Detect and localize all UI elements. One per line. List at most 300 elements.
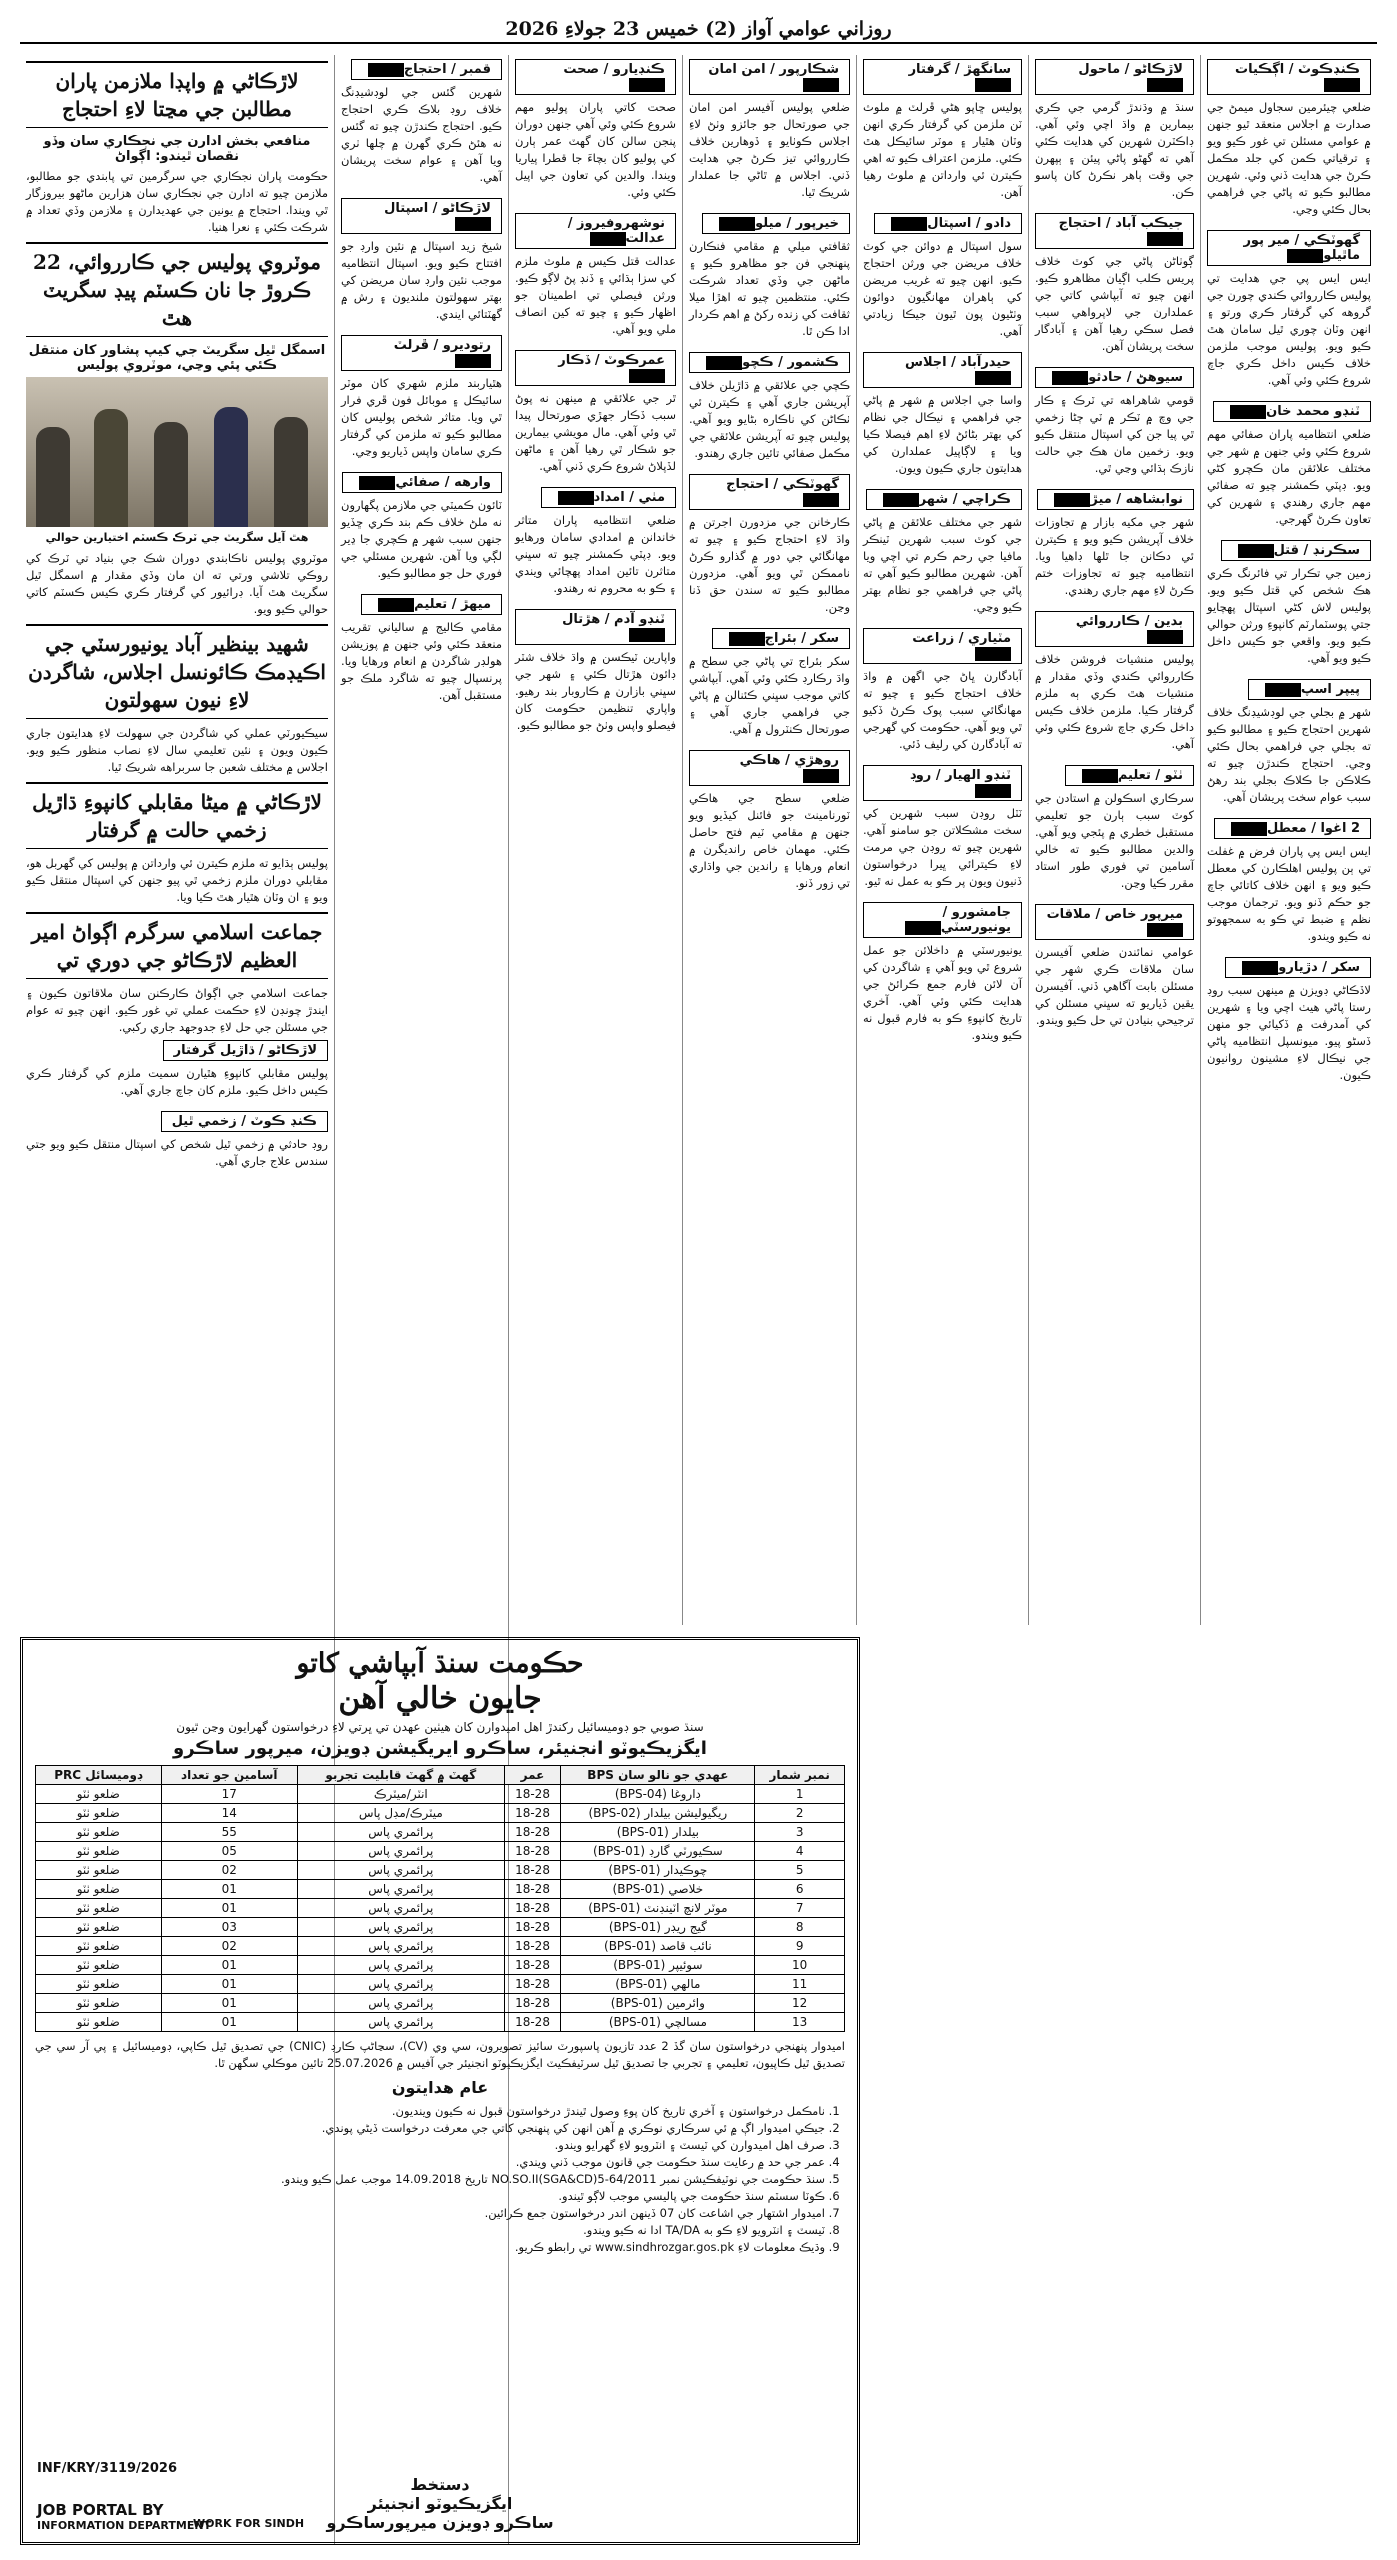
job-advertisement	[20, 1637, 860, 2545]
masthead: روزاني عوامي آواز (2) خميس 23 جولاءِ 2026	[20, 18, 1377, 44]
article-dateline	[863, 628, 1022, 664]
table-cell: خلاصي (BPS-01)	[561, 1880, 755, 1899]
table-cell: ضلعو ٺٽو	[36, 1842, 162, 1861]
redacted-block	[629, 628, 665, 642]
table-cell: 18-28	[504, 1918, 561, 1937]
table-cell: ڊارو‌غا (BPS-04)	[561, 1785, 755, 1804]
news-article	[689, 209, 850, 340]
ad-intro: سنڌ صوبي جو ڊوميسائيل رکندڙ اهل اميدوارن کان هيٺين عهدن تي ڀرتي لاءِ درخواستون گهرايون وڃن ٿيون	[176, 1720, 704, 1734]
redacted-block	[455, 354, 491, 368]
redacted-block	[1242, 961, 1278, 975]
article-body: سکر بئراج تي پاڻي جي سطح ۾ واڌ رڪارڊ ڪئي وئي آهي. آبپاشي کاتي موجب سڀني ڪئنالن ۾ پاڻي جي فراهمي جاري آهي ۽ صورتحال ڪنٽرول ۾ آهي.	[689, 654, 850, 736]
article-body: پوليس مقابلي کانپوءِ هٿيارن سميت ملزم کي گرفتار ڪري ڪيس داخل ڪيو. ملزم کان جاچ جاري آهي.	[26, 1066, 328, 1097]
news-article	[1207, 226, 1371, 389]
article-dateline	[515, 609, 676, 645]
article-dateline-text: سيوهڻ / حادثو	[1088, 370, 1183, 385]
news-article	[1035, 485, 1194, 599]
redacted-block	[1231, 822, 1267, 836]
table-row	[36, 1861, 845, 1880]
column-1	[1200, 55, 1377, 1625]
table-row	[36, 1785, 845, 1804]
article-dateline	[1035, 367, 1194, 388]
table-cell: انٽر/ميٽرڪ	[297, 1785, 504, 1804]
article-body: سرڪاري اسڪولن ۾ استادن جي کوٽ سبب ٻارن جو تعليمي مستقبل خطري ۾ پئجي ويو آهي. والدين مطالبو ڪيو ته خالي آسامين تي فوري طور استاد مقرر ڪيا وڃن.	[1035, 791, 1194, 890]
table-cell: پرائمري پاس	[297, 1880, 504, 1899]
redacted-block	[1052, 371, 1088, 385]
redacted-block	[590, 232, 626, 246]
table-cell: 55	[161, 1823, 297, 1842]
photo-caption: هٿ آيل سگريٽ جي ٽرڪ ڪسٽم اختيارين حوالي	[45, 531, 309, 544]
article-dateline-text: مٺي / امداد	[593, 490, 665, 505]
article-dateline	[541, 487, 676, 508]
vacancy-table	[35, 1765, 845, 2032]
instruction-item: 7. اميدوار اشتهار جي اشاعت کان 07 ڏينهن اندر درخواستون جمع ڪرائين.	[35, 2205, 825, 2222]
article-body: ٿر جي علائقي ۾ مينهن نه پوڻ سبب ڏڪار جهڙي صورتحال پيدا ٿي وئي آهي. مال مويشي بيمارين جو شڪار ٿي رهيا آهن ۽ ماڻهن لڏپلاڻ شروع ڪري ڏني آهي.	[515, 391, 676, 473]
article-dateline	[1248, 679, 1371, 700]
redacted-block	[455, 217, 491, 231]
article-dateline	[1207, 230, 1371, 266]
news-photo	[26, 377, 328, 527]
redacted-block	[975, 647, 1011, 661]
article-dateline-text: ميرپور خاص / ملاقات	[1046, 907, 1183, 922]
table-cell: ضلعو ٺٽو	[36, 1937, 162, 1956]
article-dateline-text: مٽياري / زراعت	[912, 631, 1011, 646]
news-article	[689, 470, 850, 616]
table-row	[36, 1804, 845, 1823]
news-article	[689, 348, 850, 462]
table-cell: 01	[161, 1975, 297, 1994]
article-dateline	[1214, 818, 1371, 839]
table-cell: پرائمري پاس	[297, 1994, 504, 2013]
table-cell: 18-28	[504, 1937, 561, 1956]
article-dateline	[689, 750, 850, 786]
news-article	[515, 346, 676, 475]
news-article	[1207, 536, 1371, 667]
article-dateline-text: 2 اغوا / معطل	[1267, 821, 1360, 836]
news-article	[1207, 55, 1371, 218]
article-dateline-text: نوشهروفيروز / عدالت	[567, 216, 665, 246]
table-cell: پرائمري پاس	[297, 2013, 504, 2032]
news-article	[1035, 363, 1194, 477]
redacted-block	[1238, 544, 1274, 558]
article-dateline-text: خيرپور / ميلو	[755, 216, 839, 231]
article-body: سول اسپتال ۾ دوائن جي کوٽ خلاف مريضن جي ورثن احتجاج ڪيو. انهن چيو ته غريب مريضن کي ٻاهران مهانگيون دوائون وٺڻيون پون ٿيون جيڪا زيادتي آهي.	[863, 239, 1022, 338]
table-cell: ضلعو ٺٽو	[36, 1975, 162, 1994]
table-row	[36, 1956, 845, 1975]
job-portal-subtitle: INFORMATION DEPARTMENT	[37, 2519, 212, 2532]
table-cell: 1	[755, 1785, 845, 1804]
article-body: ثقافتي ميلي ۾ مقامي فنڪارن پنهنجي فن جو مظاهرو ڪيو ۽ ماڻهن جي وڏي تعداد شرڪت ڪئي. منتظمين چيو ته اهڙا ميلا ثقافت کي زنده رکڻ ۾ اهم ڪردار ادا ڪن ٿا.	[689, 239, 850, 338]
column-2	[1028, 55, 1200, 1625]
news-article	[26, 1036, 328, 1099]
table-cell: پرائمري پاس	[297, 1861, 504, 1880]
article-body: ڪارخانن جي مزدورن اجرتن ۾ واڌ لاءِ احتجاج ڪيو ۽ چيو ته مهانگائي جي دور ۾ گذارو ڪرڻ ناممڪن ٿي ويو آهي. مزدورن مطالبو ڪيو ته سندن حق ڏنا وڃن.	[689, 515, 850, 614]
article-dateline	[863, 59, 1022, 95]
redacted-block	[1265, 683, 1301, 697]
headline-university: شهيد بينظير آباد يونيورسٽي جي اڪيڊمڪ ڪائونسل اجلاس، شاگردن لاءِ نيون سهولتون	[26, 624, 328, 719]
article-body: عوامي نمائندن ضلعي آفيسرن سان ملاقات ڪري شهر جي مسئلن بابت آگاهي ڏني. آفيسرن يقين ڏياريو ته سڀني مسئلن کي ترجيحي بنيادن تي حل ڪيو ويندو.	[1035, 945, 1194, 1027]
table-row	[36, 1994, 845, 2013]
redacted-block	[975, 784, 1011, 798]
redacted-block	[1054, 493, 1090, 507]
table-cell: 10	[755, 1956, 845, 1975]
table-cell: 02	[161, 1861, 297, 1880]
news-article	[863, 348, 1022, 477]
article-dateline-text: ڪشمور / ڪچو	[742, 355, 839, 370]
article-body: ايس ايس پي پاران فرض ۾ غفلت تي ٻن پوليس اهلڪارن کي معطل ڪيو ويو ۽ انهن خلاف کاتائي جاچ جو حڪم ڏنو ويو. ترجمان موجب نظم ۽ ضبط تي ڪو به سمجهوتو نه ڪيو ويندو.	[1207, 844, 1371, 943]
signature-label: دستخط	[410, 2475, 470, 2494]
news-article	[1207, 675, 1371, 806]
redacted-block	[558, 491, 594, 505]
table-cell: پرائمري پاس	[297, 1899, 504, 1918]
article-dateline-text: پيپر اسپ	[1300, 682, 1360, 697]
redacted-block	[1147, 78, 1183, 92]
article-body: شيخ زيد اسپتال ۾ نئين وارڊ جو افتتاح ڪيو ويو. اسپتال انتظاميه موجب نئين وارڊ سان مريضن کي بهتر سهولتون ملنديون ۽ رش ۾ گهٽتائي ايندي.	[341, 239, 502, 321]
ad-instructions: اميدوار پنهنجي درخواستون سان گڏ 2 عدد تازيون پاسپورٽ سائيز تصويرون، سي وي (CV)، سڃاڻپ ڪارڊ (CNIC) جي تصديق ٿيل ڪاپي، ڊوميسائيل ۽ پي آر سي جي تصديق ٿيل ڪاپيون، تعليمي ۽ تجربي جا تصديق ٿيل سرٽيفڪيٽ ايگزيڪيوٽو انجنيئر جي آفيس ۾ 25.07.2026 تائين موڪلي سگهن ٿا.	[35, 2039, 846, 2070]
article-dateline-text: ڪراچي / شهر	[918, 492, 1011, 507]
table-cell: مالهي (BPS-01)	[561, 1975, 755, 1994]
article-body: قومي شاهراهه تي ٽرڪ ۽ ڪار جي وچ ۾ ٽڪر ۾ ٽي ڄڻا زخمي ٿي پيا جن کي اسپتال منتقل ڪيو ويو. زخمين مان هڪ جي حالت نازڪ ٻڌائي وڃي ٿي.	[1035, 393, 1194, 475]
article-body: سيڪيورٽي عملي کي شاگردن جي سهولت لاءِ هدايتون جاري ڪيون ويون ۽ نئين تعليمي سال لاءِ نصاب منظور ڪيو ويو. اجلاس ۾ مختلف شعبن جا سربراهه شريڪ ٿيا.	[26, 726, 328, 774]
table-cell: مسالچي (BPS-01)	[561, 2013, 755, 2032]
redacted-block	[1147, 630, 1183, 644]
table-cell: 3	[755, 1823, 845, 1842]
table-cell: 18-28	[504, 1880, 561, 1899]
article-body: واسا جي اجلاس ۾ شهر ۾ پاڻي جي فراهمي ۽ نيڪال جي نظام کي بهتر بڻائڻ لاءِ اهم فيصلا ڪيا ويا ۽ لاڳاپيل عملدارن کي هدايتون جاري ڪيون ويون.	[863, 393, 1022, 475]
table-cell: ضلعو ٺٽو	[36, 1823, 162, 1842]
news-article	[863, 55, 1022, 201]
table-row	[36, 1975, 845, 1994]
job-portal-title: JOB PORTAL BY	[37, 2501, 164, 2519]
table-cell: پرائمري پاس	[297, 1956, 504, 1975]
article-dateline-text: سڪرنڊ / قتل	[1273, 543, 1360, 558]
redacted-block	[891, 217, 927, 231]
subheadline-cigarettes: اسمگل ٿيل سگريٽ جي کيپ پشاور کان منتقل ڪئي پئي وڃي، موٽروي پوليس	[28, 343, 326, 373]
news-article	[863, 898, 1022, 1044]
article-body: شهر جي مختلف علائقن ۾ پاڻي جي کوٽ سبب شهرين ٽينڪر مافيا جي رحم ڪرم تي اچي ويا آهن. شهرين مطالبو ڪيو آهي ته پاڻي جي فراهمي جو نظام بهتر ڪيو وڃي.	[863, 515, 1022, 614]
article-dateline-text: ٽنڊو آدم / هڙتال	[562, 612, 665, 627]
news-article	[341, 590, 502, 704]
article-body: شهر ۾ بجلي جي لوڊشيڊنگ خلاف شهرين احتجاج ڪيو ۽ مطالبو ڪيو ته بجلي جي فراهمي بحال ڪئي وڃي. احتجاج ڪندڙن چيو ته ڪلاڪن جا ڪلاڪ بجلي بند رهڻ سبب عوام سخت پريشان آهي.	[1207, 705, 1371, 804]
table-cell: 12	[755, 1994, 845, 2013]
redacted-block	[368, 63, 404, 77]
table-cell: ضلعو ٺٽو	[36, 1994, 162, 2013]
ad-title-government: حڪومت سنڌ آبپاشي کاتو	[296, 1648, 584, 1679]
table-cell: 18-28	[504, 1861, 561, 1880]
table-cell: 7	[755, 1899, 845, 1918]
table-cell: 18-28	[504, 1842, 561, 1861]
news-article	[515, 605, 676, 734]
article-body: ضلعي سطح جي هاڪي ٽورنامينٽ جو فائنل کيڏيو ويو جنهن ۾ مقامي ٽيم فتح حاصل ڪئي. مهمان خاص رانديگرن ۾ انعام ورهايا ۽ راندين جي واڌاري تي زور ڏنو.	[689, 791, 850, 890]
article-body: شهرين گئس جي لوڊشيڊنگ خلاف روڊ بلاڪ ڪري احتجاج ڪيو. احتجاج ڪندڙن چيو ته گئس نه هئڻ ڪري گهرن ۾ چلها ٺري ويا آهن ۽ عوام سخت پريشان آهي.	[341, 85, 502, 184]
table-cell: موٽر لانچ اٽينڊنٽ (BPS-01)	[561, 1899, 755, 1918]
table-cell: ضلعو ٺٽو	[36, 2013, 162, 2032]
article-dateline-text: گهوٽڪي / مير پور ماٿيلو	[1243, 233, 1360, 263]
table-header-cell: آسامين جو تعداد	[161, 1766, 297, 1785]
table-cell: وائرمين (BPS-01)	[561, 1994, 755, 2013]
article-dateline	[351, 59, 502, 80]
table-cell: سوئيپر (BPS-01)	[561, 1956, 755, 1975]
redacted-block	[803, 493, 839, 507]
article-dateline	[863, 902, 1022, 938]
article-dateline	[1207, 59, 1371, 95]
article-dateline: ڪنڊ ڪوٽ / زخمي ٿيل	[161, 1111, 328, 1132]
redacted-block	[729, 632, 765, 646]
article-dateline	[341, 335, 502, 371]
table-cell: ضلعو ٺٽو	[36, 1899, 162, 1918]
table-cell: ضلعو ٺٽو	[36, 1785, 162, 1804]
table-cell: 01	[161, 1994, 297, 2013]
news-article	[863, 485, 1022, 616]
table-header-cell: عمر	[504, 1766, 561, 1785]
table-row	[36, 1842, 845, 1861]
ad-title-vacancies: جايون خالي آهن	[338, 1681, 542, 1716]
general-instructions-list	[35, 2103, 825, 2256]
news-article	[341, 331, 502, 460]
article-body: صحت کاتي پاران پوليو مهم شروع ڪئي وئي آهي جنهن دوران پنجن سالن کان گهٽ عمر ٻارن کي پوليو کان بچاءَ جا قطرا پياريا ويندا. والدين کي تعاون جي اپيل ڪئي وئي.	[515, 100, 676, 199]
redacted-block	[1147, 923, 1183, 937]
news-article	[863, 624, 1022, 753]
article-dateline-text: ميهڙ / تعليم	[414, 597, 491, 612]
headline-jamaat: جماعت اسلامي سرگرم اڳواڻ امير العظيم لاڙڪاڻو جي دوري تي	[26, 912, 328, 979]
article-body: حڪومت پاران نجڪاري جي سرگرمين تي پابندي جو مطالبو، ملازمن چيو ته ادارن جي نجڪاري سان هزارين ماڻهو بيروزگار ٿي ويندا. احتجاج ۾ يونين جي عهديدارن ۽ ملازمن وڏي تعداد ۾ شرڪت ڪئي ۽ نعرا هنيا.	[26, 169, 328, 234]
article-dateline-text: عمرڪوٽ / ڏڪار	[558, 353, 665, 368]
article-dateline-text: ٺٽو / تعليم	[1117, 768, 1183, 783]
article-dateline	[874, 213, 1022, 234]
article-dateline	[341, 198, 502, 234]
table-row	[36, 1937, 845, 1956]
job-portal-logo	[37, 2501, 211, 2532]
article-body: ڳوٺاڻن پاڻي جي کوٽ خلاف پريس ڪلب اڳيان مظاهرو ڪيو. انهن چيو ته آبپاشي کاتي جي عملدارن جي لاپرواهي سبب فصل سڪي رهيا آهن ۽ آبادگار سخت پريشان آهن.	[1035, 254, 1194, 353]
article-dateline: لاڙڪاڻو / ڌاڙيل گرفتار	[163, 1040, 328, 1061]
redacted-block	[378, 598, 414, 612]
article-dateline-text: نوابشاهه / ميڙ	[1090, 492, 1183, 507]
redacted-block	[629, 369, 665, 383]
table-cell: 17	[161, 1785, 297, 1804]
table-row	[36, 2013, 845, 2032]
headline-motorway-police: موٽروي پوليس جي ڪارروائي، 22 ڪروڙ جا نان ڪسٽم پيڊ سگريٽ هٿ	[26, 242, 328, 337]
article-body: پوليس ڇاپو هڻي ڦرلٽ ۾ ملوث ٽن ملزمن کي گرفتار ڪري انهن وٽان هٿيار ۽ موٽر سائيڪل هٿ ڪئي. ملزمن اعتراف ڪيو ته اهي ڪيترن ئي وارداتن ۾ ملوث رهيا آهن.	[863, 100, 1022, 199]
table-cell: 01	[161, 1880, 297, 1899]
article-dateline-text: ٽنڊو الهيار / روڊ	[909, 768, 1011, 783]
article-dateline	[689, 59, 850, 95]
article-body: سنڌ ۾ وڌندڙ گرمي جي ڪري بيمارين ۾ واڌ اچي وئي آهي. ڊاڪٽرن شهرين کي هدايت ڪئي آهي ته گهڻو پاڻي پيئن ۽ ٻپهرن جي وقت ٻاهر نڪرڻ کان پاسو ڪن.	[1035, 100, 1194, 199]
article-dateline-text: روهڙي / هاڪي	[739, 753, 839, 768]
article-body: هٿياربند ملزم شهري کان موٽر سائيڪل ۽ موبائل فون ڦري فرار ٿي ويا. متاثر شخص پوليس کان مطالبو ڪيو ته ملزمن کي گرفتار ڪري سامان واپس ڏياريو وڃي.	[341, 376, 502, 458]
table-cell: پرائمري پاس	[297, 1937, 504, 1956]
redacted-block	[1147, 232, 1183, 246]
news-article	[26, 1107, 328, 1170]
article-dateline	[515, 350, 676, 386]
article-dateline	[1213, 401, 1371, 422]
article-body: زمين جي تڪرار تي فائرنگ ڪري هڪ شخص کي قتل ڪيو ويو. پوليس لاش کڻي اسپتال پهچايو جتي پوسٽمارٽم کانپوءِ ورثن حوالي ڪيو ويو. واقعي جو ڪيس داخل ڪيو ويو آهي.	[1207, 566, 1371, 665]
news-article	[863, 209, 1022, 340]
table-header-cell: ڊوميسائل PRC	[36, 1766, 162, 1785]
instruction-item: 3. صرف اهل اميدوارن کي ٽيسٽ ۽ انٽرويو لاءِ گهرايو ويندو.	[35, 2137, 825, 2154]
news-article	[1035, 209, 1194, 355]
article-dateline	[342, 472, 502, 493]
article-dateline-text: ڪنڊيارو / صحت	[563, 62, 665, 77]
news-article	[1207, 953, 1371, 1084]
article-body: پوليس ٻڌايو ته ملزم ڪيترن ئي وارداتن ۾ پوليس کي گهربل هو، مقابلي دوران ملزم زخمي ٿي پيو جنهن کي اسپتال منتقل ڪيو ويو ۽ ان وٽان هٿيار هٿ ڪيا ويا.	[26, 856, 328, 904]
table-cell: ميٽرڪ/مڊل پاس	[297, 1804, 504, 1823]
table-cell: 01	[161, 1956, 297, 1975]
table-cell: 18-28	[504, 1804, 561, 1823]
article-body: آبادگارن ڀاڻ جي اگهن ۾ واڌ خلاف احتجاج ڪيو ۽ چيو ته مهانگائي سبب پوک ڪرڻ ڏکيو ٿي ويو آهي. حڪومت کي گهرجي ته آبادگارن کي رليف ڏئي.	[863, 669, 1022, 751]
news-article	[1207, 814, 1371, 945]
redacted-block	[629, 78, 665, 92]
table-cell: 18-28	[504, 2013, 561, 2032]
article-dateline-text: سکر / دڙيارو	[1278, 960, 1360, 975]
table-cell: 01	[161, 1899, 297, 1918]
news-article	[515, 55, 676, 201]
news-article	[341, 468, 502, 582]
redacted-block	[359, 476, 395, 490]
news-article	[1035, 900, 1194, 1029]
instruction-item: 6. ڪوٽا سسٽم سنڌ حڪومت جي پاليسي موجب لاڳو ٿيندو.	[35, 2188, 825, 2205]
article-dateline	[1037, 489, 1194, 510]
general-instructions-heading: عام هدايتون	[391, 2078, 489, 2097]
table-cell: سڪيورٽي گارڊ (BPS-01)	[561, 1842, 755, 1861]
table-cell: ضلعو ٺٽو	[36, 1956, 162, 1975]
article-dateline	[1225, 957, 1371, 978]
table-cell: 01	[161, 2013, 297, 2032]
article-dateline-text: شڪارپور / امن امان	[708, 62, 839, 77]
table-cell: 18-28	[504, 1956, 561, 1975]
ad-reference-number: INF/KRY/3119/2026	[37, 2461, 177, 2476]
news-article	[515, 209, 676, 338]
instruction-item: 2. جيڪي اميدوار اڳ ۾ ئي سرڪاري نوڪري ۾ آهن انهن کي پنهنجي کاتي جي معرفت درخواست ڏيڻي پوندي.	[35, 2120, 825, 2137]
headline-wapda-protest: لاڙڪاڻي ۾ واپڊا ملازمن پاران مطالبن جي مڃتا لاءِ احتجاج	[26, 61, 328, 128]
article-body: ڪچي جي علائقي ۾ ڌاڙيلن خلاف آپريشن جاري آهي ۽ ڪيترن ئي ٺڪاڻن کي ناڪاره بڻايو ويو آهي. پوليس چيو ته آپريشن علائقي جي مڪمل صفائي تائين جاري رهندو.	[689, 378, 850, 460]
table-cell: پرائمري پاس	[297, 1975, 504, 1994]
instruction-item: 1. نامڪمل درخواستون ۽ آخري تاريخ کان پوءِ وصول ٿيندڙ درخواستون قبول نه ڪيون وينديون.	[35, 2103, 825, 2120]
article-dateline	[702, 213, 850, 234]
article-dateline-text: ٽنڊو محمد خان	[1266, 404, 1360, 419]
headline-encounter: لاڙڪاڻي ۾ ميڻا مقابلي کانپوءِ ڌاڙيل زخمي حالت ۾ گرفتار	[26, 782, 328, 849]
article-body: موٽروي پوليس ناڪابندي دوران شڪ جي بنياد تي ٽرڪ کي روڪي تلاشي ورتي ته ان مان وڏي مقدار ۾ اسمگل ٿيل سگريٽ هٿ آيا. ڊرائيور کي گرفتار ڪري ڪيس ڪسٽم کاتي حوالي ڪيو ويو.	[26, 551, 328, 616]
article-dateline	[515, 59, 676, 95]
news-article	[515, 483, 676, 597]
article-dateline	[361, 594, 502, 615]
table-cell: 9	[755, 1937, 845, 1956]
table-cell: ضلعو ٺٽو	[36, 1804, 162, 1823]
article-body: مقامي ڪاليج ۾ سالياني تقريب منعقد ڪئي وئي جنهن ۾ پوزيشن هولڊر شاگردن ۾ انعام ورهايا ويا. پرنسپال چيو ته شاگرد ملڪ جو مستقبل آهن.	[341, 620, 502, 702]
article-body: يونيورسٽي ۾ داخلائن جو عمل شروع ٿي ويو آهي ۽ شاگردن کي آن لائن فارم جمع ڪرائڻ جي هدايت ڪئي وئي آهي. آخري تاريخ کانپوءِ ڪو به فارم قبول نه ڪيو ويندو.	[863, 943, 1022, 1042]
article-dateline-text: جامشورو / يونيورسٽي	[940, 905, 1011, 935]
signature-office: ساڪرو ڊويزن ميرپورساڪرو	[326, 2513, 554, 2532]
article-dateline-text: وارهه / صفائي	[395, 475, 491, 490]
table-cell: گيج ريڊر (BPS-01)	[561, 1918, 755, 1937]
article-dateline	[712, 628, 850, 649]
table-header-cell: نمبر شمار	[755, 1766, 845, 1785]
article-dateline-text: حيدرآباد / اجلاس	[905, 355, 1011, 370]
table-cell: ضلعو ٺٽو	[36, 1861, 162, 1880]
redacted-block	[803, 78, 839, 92]
article-body: ضلعي چيئرمين سجاول ميمڻ جي صدارت ۾ اجلاس منعقد ٿيو جنهن ۾ عوامي مسئلن تي غور ڪيو ويو ۽ ترقياتي ڪمن کي جلد مڪمل ڪرڻ جي هدايت ڏني وئي. شهرين مطالبو ڪيو ته پاڻي جي فراهمي بحال ڪئي وڃي.	[1207, 100, 1371, 216]
news-article	[1207, 397, 1371, 528]
redacted-block	[883, 493, 919, 507]
news-article	[863, 761, 1022, 890]
redacted-block	[975, 371, 1011, 385]
news-article	[1035, 55, 1194, 201]
article-body: عدالت قتل ڪيس ۾ ملوث ملزم کي سزا ٻڌائي ۽ ڏنڊ پڻ لاڳو ڪيو. ورثن فيصلي تي اطمينان جو اظهار ڪيو ۽ چيو ته کين انصاف ملي ويو آهي.	[515, 254, 676, 336]
news-article	[1035, 607, 1194, 753]
article-body: روڊ حادثي ۾ زخمي ٿيل شخص کي اسپتال منتقل ڪيو ويو جتي سندس علاج جاري آهي.	[26, 1137, 328, 1168]
table-cell: بيلدار (BPS-01)	[561, 1823, 755, 1842]
article-dateline-text: سکر / بئراج	[764, 631, 839, 646]
table-cell: 4	[755, 1842, 845, 1861]
article-dateline	[689, 474, 850, 510]
article-dateline	[1035, 213, 1194, 249]
news-article	[689, 746, 850, 892]
table-row	[36, 1880, 845, 1899]
table-cell: 5	[755, 1861, 845, 1880]
redacted-block	[803, 769, 839, 783]
signature-title: ايگزيڪيوٽو انجنيئر	[367, 2494, 513, 2513]
article-body: لاڏڪاڻي ڊويزن ۾ مينهن سبب روڊ رستا پاڻي هيٺ اچي ويا ۽ شهرين کي آمدرفت ۾ ڏکيائي جو منهن ڏسڻو پيو. ميونسپل انتظاميه پاڻي جي نيڪال لاءِ مشينون روانيون ڪيون.	[1207, 983, 1371, 1082]
table-cell: ضلعو ٺٽو	[36, 1918, 162, 1937]
article-body: ضلعي پوليس آفيسر امن امان جي صورتحال جو جائزو وٺڻ لاءِ اجلاس ڪوٺايو ۽ ڏوهارين خلاف ڪارروائي تيز ڪرڻ جي هدايت ڏني. اجلاس ۾ ٿاڻي جا عملدار شريڪ ٿيا.	[689, 100, 850, 199]
instruction-item: 4. عمر جي حد ۾ رعايت سنڌ حڪومت جي قانون موجب ڏني ويندي.	[35, 2154, 825, 2171]
article-dateline-text: لاڙڪاڻو / ماحول	[1078, 62, 1183, 77]
table-header-cell: گهٽ ۾ گهٽ قابليت تجربو	[297, 1766, 504, 1785]
table-header-cell: عهدي جو نالو سان BPS	[561, 1766, 755, 1785]
article-body: جماعت اسلامي جي اڳواڻ ڪارڪنن سان ملاقاتون ڪيون ۽ ايندڙ چونڊن لاءِ حڪمت عملي تي غور ڪيو. انهن چيو ته عوام جي مسئلن جي حل لاءِ جدوجهد جاري رکبي.	[26, 986, 328, 1034]
article-dateline	[1221, 540, 1371, 561]
ad-department: ايگزيڪيوٽو انجنيئر، ساڪرو ايريگيشن ڊويزن، ميرپور ساڪرو	[173, 1738, 707, 1759]
article-dateline-text: رتوديرو / ڦرلٽ	[393, 338, 491, 353]
table-cell: پرائمري پاس	[297, 1842, 504, 1861]
instruction-item: 8. ٽيسٽ ۽ انٽرويو لاءِ ڪو به TA/DA ادا نه ڪيو ويندو.	[35, 2222, 825, 2239]
table-cell: چوڪيدار (BPS-01)	[561, 1861, 755, 1880]
redacted-block	[905, 921, 941, 935]
table-cell: 02	[161, 1937, 297, 1956]
article-body: شهر جي مکيه بازار ۾ تجاوزات خلاف آپريشن ڪيو ويو ۽ ڪيترن ئي دڪانن جا ٿلها ڊاهيا ويا. انتظاميه چيو ته تجاوزات ختم ڪرڻ لاءِ مهم جاري رهندي.	[1035, 515, 1194, 597]
table-cell: 8	[755, 1918, 845, 1937]
table-cell: ريگيوليشن بيلدار (BPS-02)	[561, 1804, 755, 1823]
article-dateline-text: سانگهڙ / گرفتار	[908, 62, 1011, 77]
table-cell: 2	[755, 1804, 845, 1823]
table-cell: نائب قاصد (BPS-01)	[561, 1937, 755, 1956]
instruction-item: 9. وڌيڪ معلومات لاءِ www.sindhrozgar.gos.pk تي رابطو ڪريو.	[35, 2239, 825, 2256]
column-4	[682, 55, 856, 1625]
table-cell: پرائمري پاس	[297, 1823, 504, 1842]
column-3	[856, 55, 1028, 1625]
news-article	[689, 55, 850, 201]
article-body: ايس ايس پي جي هدايت تي پوليس ڪارروائي ڪندي چورن جي گروهه کي گرفتار ڪري ورتو ۽ انهن وٽان چوري ٿيل سامان هٿ ڪيو ويو. پوليس موجب ملزمن خلاف ڪيس داخل ڪري جاچ شروع ڪئي وئي آهي.	[1207, 271, 1371, 387]
article-dateline	[1035, 611, 1194, 647]
redacted-block	[719, 217, 755, 231]
article-dateline-text: بدين / ڪارروائي	[1075, 614, 1183, 629]
table-row	[36, 1899, 845, 1918]
table-row	[36, 1823, 845, 1842]
work-for-sindh-logo: WORK FOR SINDH	[193, 2517, 305, 2530]
article-dateline-text: گهوٽڪي / احتجاج	[726, 477, 839, 492]
table-row	[36, 1918, 845, 1937]
table-cell: ضلعو ٺٽو	[36, 1880, 162, 1899]
table-cell: 11	[755, 1975, 845, 1994]
instruction-item: 5. سنڌ حڪومت جي نوٽيفڪيشن نمبر NO.SO.II(SGA&CD)5-64/2011 تاريخ 14.09.2018 موجب عمل ڪيو ويندو.	[35, 2171, 825, 2188]
article-dateline	[1035, 59, 1194, 95]
table-cell: 14	[161, 1804, 297, 1823]
article-dateline	[515, 213, 676, 249]
table-cell: 18-28	[504, 1899, 561, 1918]
table-cell: 18-28	[504, 1785, 561, 1804]
table-cell: 03	[161, 1918, 297, 1937]
article-dateline	[866, 489, 1022, 510]
article-body: ضلعي انتظاميه پاران متاثر خاندانن ۾ امدادي سامان ورهايو ويو. ڊپٽي ڪمشنر چيو ته سڀني متاثرن تائين امداد پهچائي ويندي ۽ ڪو به محروم نه رهندو.	[515, 513, 676, 595]
